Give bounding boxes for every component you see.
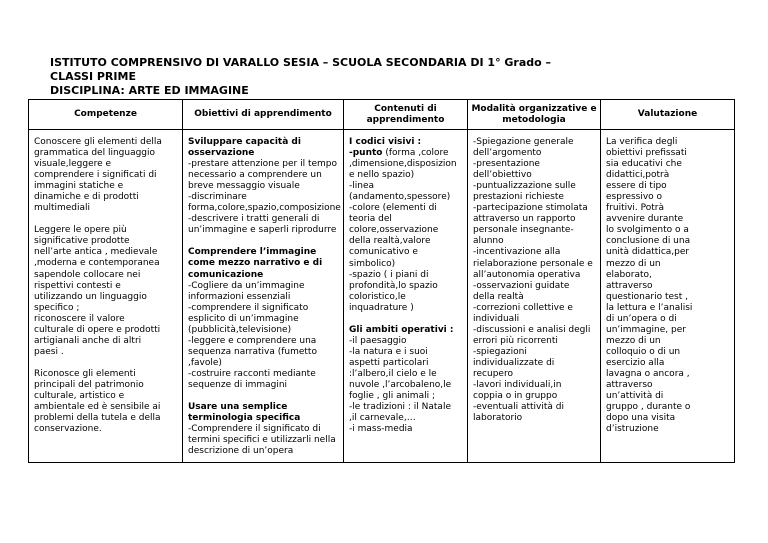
- contenuti-heading: I codici visivi :: [349, 137, 422, 147]
- cell-obiettivi: [183, 130, 344, 463]
- obiettivi-heading: Usare una semplice terminologia specifica: [188, 402, 301, 424]
- curriculum-table: [28, 99, 735, 463]
- contenuti-paragraph: (forma ,colore ,dimensione,disposizion e nello spazio) -linea (andamento,spessore) -colore (elementi di teoria del colore,osservazione della realtà,valore comunicativo e simbolico) -spazio ( i piani di profondità,lo spazio coloristico,le inquadrature ): [349, 148, 457, 313]
- table-row: [29, 130, 735, 463]
- competenze-paragraph: Riconosce gli elementi principali del patrimonio culturale, artistico e ambientale ed è sensibile ai problemi della tutela e della conservazione.: [34, 368, 161, 435]
- valutazione-paragraph: La verifica degli obiettivi prefissati sia educativi che didattici,potrà essere di tipo espressivo o fruitivi. Potrà avvenire durante lo svolgimento o a conclusione di una unità didattica,per mezzo di un elaborato, attraverso questionario test , la lettura e l’analisi di un’opera o di un’immagine, per mezzo di un colloquio o di un esercizio alla lavagna o ancora , attraverso un’attività di gruppo , durante o dopo una visita d’istruzione: [606, 137, 693, 435]
- document-header: [50, 56, 730, 98]
- cell-modalita: [468, 130, 601, 463]
- obiettivi-heading: Comprendere l’immagine come mezzo narrativo e di comunicazione: [188, 247, 323, 280]
- competenze-paragraph: Leggere le opere più significative prodotte nell’arte antica , medievale ,moderna e contemporanea sapendole collocare nei rispettivi contesti e utilizzando un linguaggio specifico ; riconoscere il valore culturale di opere e prodotti artigianali anche di altri paesi .: [34, 225, 161, 357]
- contenuti-paragraph: -il paesaggio -la natura e i suoi aspetti particolari :l’albero,il cielo e le nuvole ,l’arcobaleno,le foglie , gli animali ; -le tradizioni : il Natale ,il carnevale,… -i mass-media: [349, 335, 452, 435]
- col-header-contenuti: Contenuti di apprendimento: [344, 100, 468, 130]
- col-header-modalita: Modalità organizzative e metodologia: [468, 100, 601, 130]
- obiettivi-heading: Sviluppare capacità di osservazione: [188, 137, 301, 159]
- school-title: ISTITUTO COMPRENSIVO DI VARALLO SESIA – SCUOLA SECONDARIA DI 1° Grado –: [50, 56, 552, 69]
- cell-competenze: [29, 130, 183, 463]
- discipline-title: DISCIPLINA: ARTE ED IMMAGINE: [50, 84, 249, 97]
- table-header-row: [29, 100, 735, 130]
- cell-valutazione: [601, 130, 735, 463]
- contenuti-term: -punto: [349, 148, 383, 159]
- obiettivi-paragraph: -Comprendere il significato di termini specifici e utilizzarli nella descrizione di un’opera: [188, 424, 336, 457]
- competenze-paragraph: Conoscere gli elementi della grammatica del linguaggio visuale,leggere e comprendere i significati di immagini statiche e dinamiche e di prodotti multimediali: [34, 137, 162, 214]
- obiettivi-paragraph: -Cogliere da un’immagine informazioni essenziali -comprendere il significato esplicito di un’immagine (pubblicità,televisione) -leggere e comprendere una sequenza narrativa (fumetto ,favole) -costruire racconti mediante sequenze di immagini: [188, 280, 317, 390]
- contenuti-heading: Gli ambiti operativi :: [349, 324, 454, 335]
- col-header-valutazione: Valutazione: [601, 100, 735, 130]
- col-header-competenze: Competenze: [29, 100, 183, 130]
- class-title: CLASSI PRIME: [50, 70, 136, 83]
- cell-contenuti: [344, 130, 468, 463]
- obiettivi-paragraph: -prestare attenzione per il tempo necessario a comprendere un breve messaggio visuale -discriminare forma,colore,spazio,composizione -descrivere i tratti generali di un’immagine e saperli riprodurre: [188, 159, 341, 236]
- col-header-obiettivi: Obiettivi di apprendimento: [183, 100, 344, 130]
- modalita-paragraph: -Spiegazione generale dell’argomento -presentazione dell’obiettivo -puntualizzazione sulle prestazioni richieste -partecipazione stimolata attraverso un rapporto personale insegnante- alunno -incentivazione alla rielaborazione personale e all’autonomia operativa -osservazioni guidate della realtà -correzioni collettive e individuali -discussioni e analisi degli errori più ricorrenti -spiegazioni individualizzate di recupero -lavori individuali,in coppia o in gruppo -eventuali attività di laboratorio: [473, 137, 593, 424]
